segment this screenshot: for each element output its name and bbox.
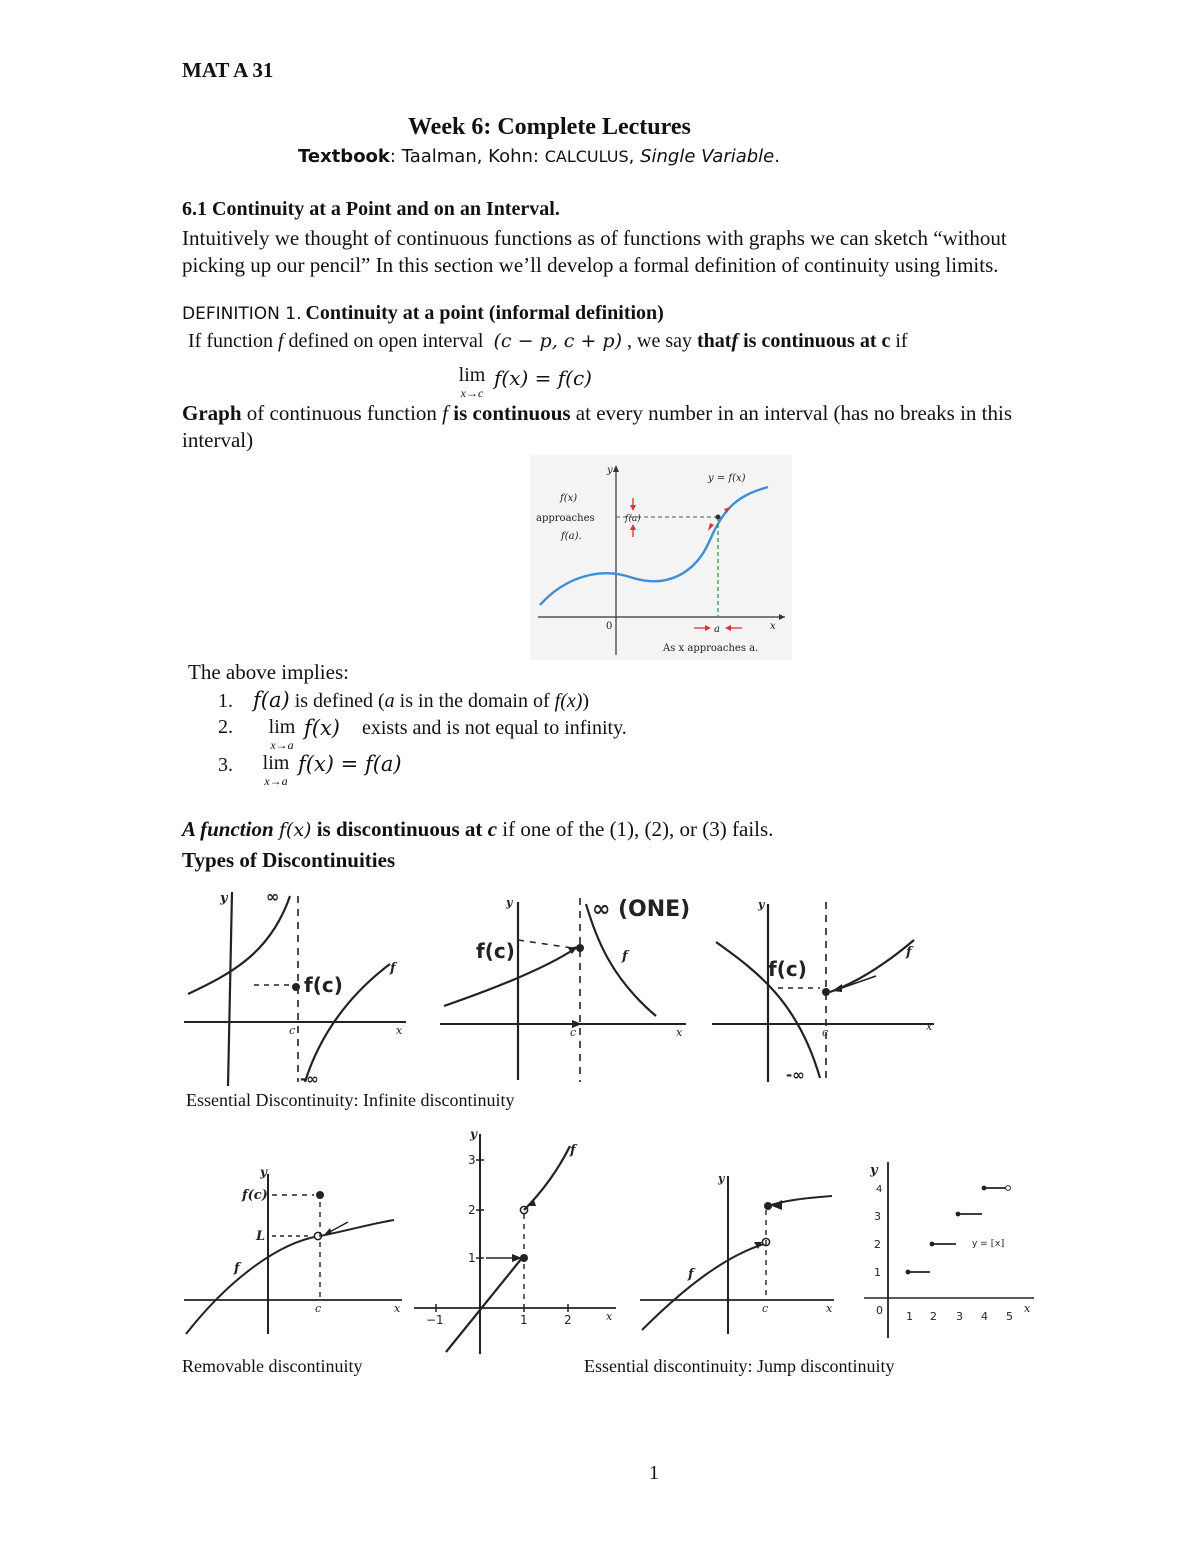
graph-word: Graph xyxy=(182,401,242,425)
g7-x1: 1 xyxy=(906,1310,913,1323)
curve xyxy=(540,487,768,605)
graph-line-2: interval) xyxy=(182,428,254,452)
def-interval: (c − p, c + p) xyxy=(493,330,622,352)
g5-f: f xyxy=(570,1143,576,1158)
g5-t2: 2 xyxy=(468,1203,476,1217)
item1-text: is defined ( xyxy=(294,690,385,712)
definition-label: DEFINITION 1. xyxy=(182,304,302,324)
item2-lim-sub: x→a xyxy=(270,738,294,752)
g7-t4: 4 xyxy=(876,1184,883,1195)
item1-num: 1. xyxy=(218,690,233,712)
graph-infinite-2 xyxy=(436,888,694,1084)
g5-t3: 3 xyxy=(468,1153,476,1167)
g2-c: c xyxy=(570,1026,577,1039)
definition-title: Continuity at a point (informal definition) xyxy=(305,302,664,324)
def-cont: is continuous at c xyxy=(743,330,891,352)
item3-num: 3. xyxy=(218,754,233,776)
g5-tm1: −1 xyxy=(426,1313,444,1327)
implies-item-1 xyxy=(218,688,589,713)
item1-end: ) xyxy=(582,690,590,712)
g5-right-branch xyxy=(524,1146,570,1210)
item2-lim-word: lim xyxy=(268,716,296,738)
g1-point xyxy=(292,983,300,991)
disc-c: c xyxy=(487,817,498,841)
g6-c: c xyxy=(762,1302,769,1315)
g4-c: c xyxy=(315,1302,322,1315)
g6-left-branch xyxy=(642,1244,764,1330)
graph-infinite-3 xyxy=(708,892,940,1084)
item1-fx: f(x) xyxy=(554,690,583,712)
item3-math: f(x) = f(a) xyxy=(298,752,402,776)
g7-zero: 0 xyxy=(876,1304,883,1317)
def-text-c: , we say xyxy=(627,330,692,352)
definition-body xyxy=(188,330,908,353)
g4-point xyxy=(316,1191,324,1199)
item1-text2: is in the domain of xyxy=(399,690,550,712)
main-fa: f(a). xyxy=(561,531,582,542)
g6-y: y xyxy=(718,1172,725,1185)
types-heading: Types of Discontinuities xyxy=(182,848,396,872)
intro-line-1: Intuitively we thought of continuous functions as of functions with graphs we can sketch “without xyxy=(182,226,1007,250)
item2-text: exists and is not equal to infinity. xyxy=(362,717,627,739)
disc-is: is discontinuous at xyxy=(316,817,483,841)
graph-rest: at every number in an interval (has no breaks in this xyxy=(575,401,1012,425)
g7-t2: 2 xyxy=(874,1238,881,1251)
item2-math: f(x) xyxy=(304,716,341,740)
g5-x2: 2 xyxy=(564,1313,572,1327)
main-approaches: approaches xyxy=(536,513,595,524)
g5-y: y xyxy=(470,1127,477,1141)
g7-x5: 5 xyxy=(1006,1310,1013,1323)
g7-label: y = ⟦x⟧ xyxy=(972,1239,1005,1249)
implies-intro: The above implies: xyxy=(188,660,349,684)
g1-fc: f(c) xyxy=(304,973,343,997)
discontinuous-line xyxy=(182,817,773,842)
g1-c: c xyxy=(289,1024,296,1037)
row2-caption-left: Removable discontinuity xyxy=(182,1356,363,1376)
graph-f: f xyxy=(442,401,448,425)
continuity-figure-svg xyxy=(530,455,792,660)
item3-lim xyxy=(256,752,296,787)
g1-y: y xyxy=(220,891,228,906)
course-code: MAT A 31 xyxy=(182,58,274,82)
g5-x: x xyxy=(606,1310,613,1323)
graph-of: of continuous function xyxy=(246,401,437,425)
g3-c: c xyxy=(822,1026,829,1039)
main-y-label: y xyxy=(607,465,613,476)
disc-fx: f(x) xyxy=(278,819,312,841)
main-fa-axis: f(a) xyxy=(625,514,641,524)
g3-right-branch xyxy=(830,940,914,992)
g2-x: x xyxy=(676,1026,683,1039)
g7-x2: 2 xyxy=(930,1310,937,1323)
g4-curve xyxy=(186,1220,394,1334)
textbook-caps: CALCULUS xyxy=(544,147,629,166)
main-caption: As x approaches a. xyxy=(663,643,759,654)
def-lim: lim xyxy=(458,364,486,386)
item2-lim xyxy=(262,716,302,751)
row2-caption-right: Essential discontinuity: Jump discontinuity xyxy=(584,1356,895,1376)
definition-heading xyxy=(182,302,664,325)
def-if: if xyxy=(895,330,908,352)
graph-jump-1 xyxy=(410,1124,620,1356)
g5-left-line xyxy=(446,1258,522,1352)
item1-a: a xyxy=(384,690,395,712)
disc-a-function: A function xyxy=(182,817,274,841)
disc-rest: if one of the (1), (2), or (3) fails. xyxy=(502,817,774,841)
row1-caption: Essential Discontinuity: Infinite discontinuity xyxy=(186,1090,515,1110)
graph-infinite-1 xyxy=(180,884,412,1088)
main-curve-label: y = f(x) xyxy=(708,473,746,484)
graph-is-cont: is continuous xyxy=(453,401,571,425)
section-heading: 6.1 Continuity at a Point and on an Interval. xyxy=(182,198,560,220)
g3-x: x xyxy=(926,1020,933,1033)
textbook-authors: : Taalman, Kohn: xyxy=(389,146,545,167)
g7-y: y xyxy=(870,1163,878,1178)
item2-num: 2. xyxy=(218,716,233,738)
g2-y: y xyxy=(506,896,513,909)
g4-f: f xyxy=(234,1261,240,1276)
g6-f: f xyxy=(688,1267,694,1282)
g2-point xyxy=(576,944,584,952)
g7-t3: 3 xyxy=(874,1210,881,1223)
main-a-label: a xyxy=(714,624,720,635)
g3-fc: f(c) xyxy=(768,957,807,981)
textbook-end: . xyxy=(774,146,780,167)
item1-math: f(a) xyxy=(253,688,290,712)
main-x-label: x xyxy=(770,621,776,632)
g7-x: x xyxy=(1024,1302,1031,1315)
g4-L: L xyxy=(256,1229,266,1244)
g4-x: x xyxy=(394,1302,401,1315)
g6-x: x xyxy=(826,1302,833,1315)
point-a-fa xyxy=(716,515,721,520)
item3-lim-word: lim xyxy=(262,752,290,774)
def-lim-sub: x→c xyxy=(460,386,484,400)
g7-x4: 4 xyxy=(981,1310,988,1323)
g1-f: f xyxy=(390,961,396,976)
g2-inf: ∞ (ONE) xyxy=(592,897,691,922)
g4-fc: f(c) xyxy=(242,1188,268,1203)
g2-f: f xyxy=(622,949,628,964)
graph-removable xyxy=(180,1158,408,1338)
graph-jump-2 xyxy=(636,1166,840,1338)
g1-y-axis xyxy=(228,892,232,1086)
g5-x1: 1 xyxy=(520,1313,528,1327)
g3-f: f xyxy=(906,945,912,960)
g2-fc: f(c) xyxy=(476,939,515,963)
g7-x3: 3 xyxy=(956,1310,963,1323)
intro-line-2: picking up our pencil” In this section we’ll develop a formal definition of continuity using limits. xyxy=(182,253,999,277)
textbook-italic: Single Variable xyxy=(640,146,775,167)
graph-line-1 xyxy=(182,401,1012,426)
def-text-a: If function xyxy=(188,330,273,352)
item3-lim-sub: x→a xyxy=(264,774,288,788)
main-fx: f(x) xyxy=(560,493,578,504)
def-text-b: defined on open interval xyxy=(288,330,484,352)
def-that: that xyxy=(696,330,732,352)
g1-x: x xyxy=(396,1024,403,1037)
main-zero: 0 xyxy=(606,621,613,632)
textbook-comma: , xyxy=(628,146,641,167)
continuity-figure xyxy=(530,455,792,660)
page-title: Week 6: Complete Lectures xyxy=(408,114,691,140)
def-f: f xyxy=(277,330,284,352)
g5-t1: 1 xyxy=(468,1251,476,1265)
def-formula-body: f(x) = f(c) xyxy=(494,366,592,390)
g1-inf: ∞ xyxy=(266,887,280,906)
textbook-line xyxy=(298,145,780,168)
g3-y: y xyxy=(758,898,765,911)
page-number: 1 xyxy=(649,1462,659,1484)
textbook-label: Textbook xyxy=(298,146,390,167)
g4-y: y xyxy=(260,1165,267,1179)
g1-left-branch xyxy=(188,896,290,994)
def-formula-lim xyxy=(452,364,492,399)
g7-t1: 1 xyxy=(874,1266,881,1279)
g3-neg-inf: -∞ xyxy=(786,1066,805,1084)
g1-neg-inf: -∞ xyxy=(300,1070,319,1088)
graph-floor xyxy=(860,1152,1040,1342)
g3-point xyxy=(822,988,830,996)
def-f2: f xyxy=(731,330,739,352)
